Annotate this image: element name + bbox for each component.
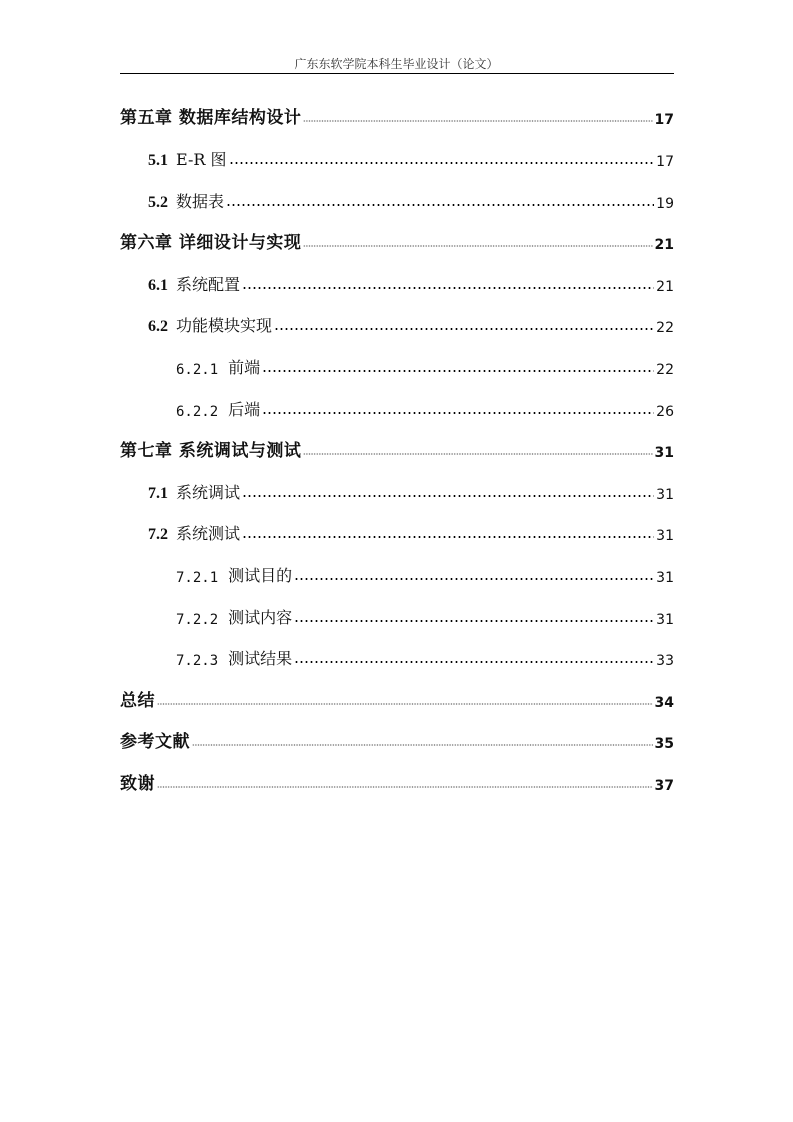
dot-leader xyxy=(242,493,654,499)
toc-entry-title: 测试结果 xyxy=(228,649,293,668)
toc-entry-title: 前端 xyxy=(228,358,261,377)
toc-page-number: 22 xyxy=(656,320,674,336)
toc-entry-number: 7.2.2 xyxy=(176,612,219,628)
dot-leader xyxy=(229,160,655,166)
toc-page-number: 17 xyxy=(656,154,674,170)
toc-entry-number: 5.2 xyxy=(148,194,168,211)
toc-entry-title: 测试内容 xyxy=(228,608,293,627)
toc-entry-title: 总结 xyxy=(120,691,155,711)
toc-entry[interactable] xyxy=(120,439,674,461)
toc-entry-number: 7.2.1 xyxy=(176,570,219,586)
toc-entry-title: 系统测试 xyxy=(176,524,241,543)
toc-entry-title: 数据表 xyxy=(176,192,225,211)
toc-page-number: 19 xyxy=(656,196,674,212)
dot-leader xyxy=(157,784,653,790)
toc-page-number: 22 xyxy=(656,362,674,378)
toc-entry[interactable] xyxy=(120,231,674,253)
toc-entry[interactable] xyxy=(120,481,674,503)
header-rule xyxy=(120,73,674,74)
toc-entry-number: 5.1 xyxy=(148,152,168,169)
dot-leader xyxy=(303,118,652,124)
toc-entry[interactable] xyxy=(120,273,674,295)
toc-entry-number: 7.2.3 xyxy=(176,653,219,669)
toc-entry-title: 功能模块实现 xyxy=(176,316,273,335)
dot-leader xyxy=(274,326,654,332)
toc-entry-title: 系统配置 xyxy=(176,275,241,294)
toc-entry[interactable] xyxy=(120,356,674,378)
dot-leader xyxy=(242,534,654,540)
dot-leader xyxy=(226,202,654,208)
toc-entry-number: 6.2 xyxy=(148,318,168,335)
toc-entry-title: 测试目的 xyxy=(228,566,293,585)
toc-entry-number: 6.2.2 xyxy=(176,404,219,420)
dot-leader xyxy=(294,659,654,665)
toc-entry-title: 第七章 系统调试与测试 xyxy=(120,441,302,461)
toc-entry[interactable] xyxy=(120,689,674,711)
toc-entry-title: 第六章 详细设计与实现 xyxy=(120,233,302,253)
toc-entry[interactable] xyxy=(120,730,674,752)
toc-entry-title: E-R 图 xyxy=(176,150,227,169)
dot-leader xyxy=(157,701,653,707)
toc-entry[interactable] xyxy=(120,106,674,128)
dot-leader xyxy=(242,285,654,291)
dot-leader xyxy=(192,742,653,748)
page-header: 广东东软学院本科生毕业设计（论文） xyxy=(294,57,499,71)
toc-page-number: 26 xyxy=(656,404,674,420)
toc-entry-title: 参考文献 xyxy=(120,732,190,752)
toc-entry[interactable] xyxy=(120,148,674,170)
toc-page-number: 21 xyxy=(654,237,674,253)
toc-entry[interactable] xyxy=(120,398,674,420)
toc-entry-title: 后端 xyxy=(228,400,261,419)
toc-page-number: 21 xyxy=(656,279,674,295)
dot-leader xyxy=(303,451,652,457)
toc-page-number: 31 xyxy=(656,487,674,503)
toc-entry-number: 7.1 xyxy=(148,485,168,502)
toc-page-number: 17 xyxy=(654,112,674,128)
toc-page-number: 37 xyxy=(654,778,674,794)
toc-entry[interactable] xyxy=(120,522,674,544)
dot-leader xyxy=(262,368,654,374)
toc-entry[interactable] xyxy=(120,647,674,669)
toc-page-number: 33 xyxy=(656,653,674,669)
toc-entry[interactable] xyxy=(120,190,674,212)
toc-entry-number: 6.2.1 xyxy=(176,362,219,378)
toc-entry[interactable] xyxy=(120,772,674,794)
toc-page-number: 31 xyxy=(654,445,674,461)
toc-entry[interactable] xyxy=(120,564,674,586)
toc-page-number: 31 xyxy=(656,612,674,628)
toc-page-number: 35 xyxy=(654,736,674,752)
toc-entry[interactable] xyxy=(120,606,674,628)
dot-leader xyxy=(303,243,652,249)
dot-leader xyxy=(262,410,654,416)
toc-entry-title: 致谢 xyxy=(120,774,155,794)
toc-entry-number: 7.2 xyxy=(148,526,168,543)
dot-leader xyxy=(294,618,654,624)
toc-entry-title: 第五章 数据库结构设计 xyxy=(120,108,302,128)
dot-leader xyxy=(294,576,654,582)
toc-entry-title: 系统调试 xyxy=(176,483,241,502)
toc-page-number: 34 xyxy=(654,695,674,711)
toc-entry-number: 6.1 xyxy=(148,277,168,294)
toc-entry[interactable] xyxy=(120,314,674,336)
toc-page-number: 31 xyxy=(656,528,674,544)
toc-page-number: 31 xyxy=(656,570,674,586)
